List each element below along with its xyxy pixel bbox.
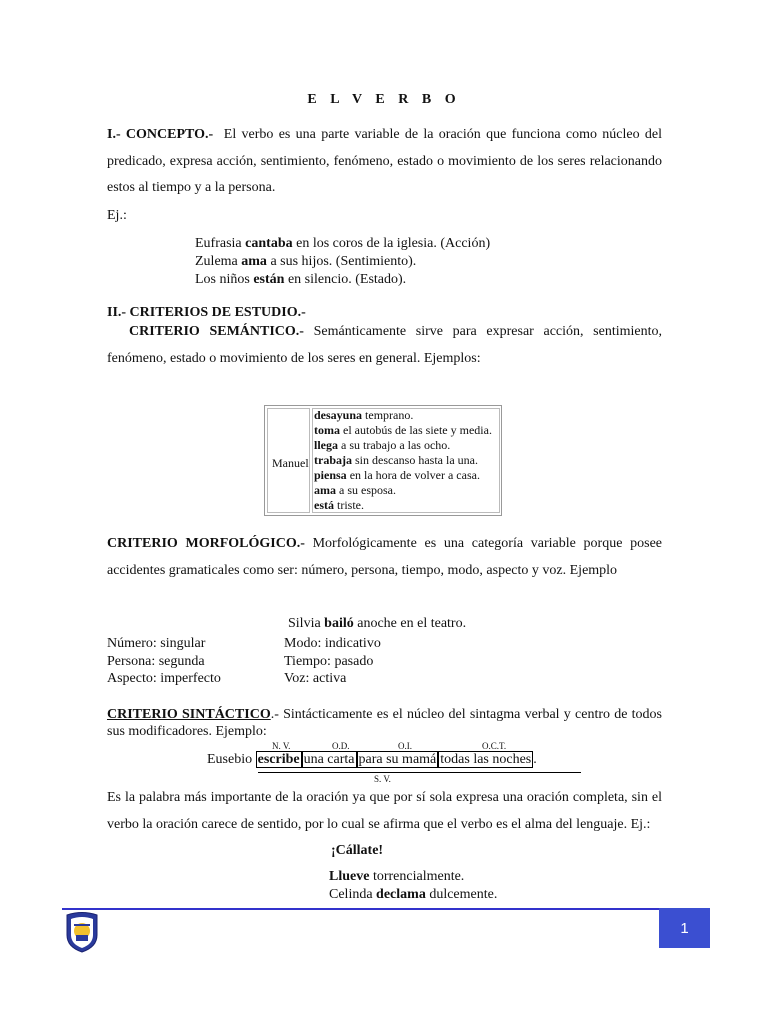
more-examples	[329, 868, 497, 903]
table-row: piensa en la hora de volver a casa.	[314, 468, 480, 482]
semantico-paragraph	[107, 319, 662, 372]
table-row: toma el autobús de las siete y media.	[314, 423, 492, 437]
objeto-directo: una carta	[303, 752, 355, 767]
footer-rule	[62, 908, 710, 910]
table-row: desayuna temprano.	[314, 408, 414, 422]
objeto-indirecto: para su mamá	[358, 752, 437, 767]
label-od: O.D.	[332, 741, 350, 751]
callate-example: ¡Cállate!	[331, 843, 384, 858]
morfologico-text: Morfológicamente es una categoría variable porque posee accidentes gramaticales como ser: número, persona, tiempo, modo, aspecto y voz. Ejemplo	[107, 536, 662, 578]
page-number-badge: 1	[659, 908, 710, 948]
morfologico-paragraph	[107, 531, 662, 584]
numero-value: Número: singular	[107, 636, 206, 651]
semantico-text: Semánticamente sirve para expresar acción, sentimiento, fenómeno, estado o movimiento de los seres en general. Ejemplos:	[107, 324, 662, 366]
modo-value: Modo: indicativo	[284, 636, 381, 651]
table-row: trabaja sin descanso hasta la una.	[314, 453, 478, 467]
ejemplo-line: Los niños están en silencio. (Estado).	[195, 272, 407, 287]
aspecto-value: Aspecto: imperfecto	[107, 671, 221, 686]
concepto-text: El verbo es una parte variable de la oración que funciona como núcleo del predicado, expresa acción, sentimiento, fenómeno, estado o movimiento de los seres relacionando estos al tiempo y a la persona.	[107, 127, 662, 195]
sintactico-paragraph	[107, 706, 662, 740]
table-subject: Manuel	[272, 456, 309, 470]
nucleo-verbal: escribe	[257, 752, 300, 767]
accidentes-left	[107, 635, 221, 688]
sintactico-text: .- Sintácticamente es el núcleo del sintagma verbal y centro de todos sus modificadores. Ejemplo:	[107, 707, 663, 739]
tiempo-value: Tiempo: pasado	[284, 653, 374, 669]
ejemplo-table	[264, 405, 502, 516]
sv-underline	[258, 772, 581, 773]
ejemplo-line: Eufrasia cantaba en los coros de la iglesia. (Acción)	[195, 236, 491, 251]
persona-value: Persona: segunda	[107, 653, 205, 669]
sintactico-heading: CRITERIO SINTÁCTICO	[107, 707, 271, 722]
table-row: ama a su esposa.	[314, 483, 396, 497]
accidentes-right	[284, 635, 381, 688]
ejemplo-line: Llueve torrencialmente.	[329, 869, 465, 884]
label-nv: N. V.	[272, 741, 291, 751]
concepto-heading: I.- CONCEPTO.-	[107, 127, 214, 142]
ejemplo-line: Celinda declama dulcemente.	[329, 886, 498, 902]
table-row: llega a su trabajo a las ocho.	[314, 438, 451, 452]
analysis-sentence: Eusebio escribe una carta para su mamá todas las noches .	[207, 752, 537, 767]
school-shield-icon	[64, 911, 100, 953]
table-row: está triste.	[314, 498, 364, 512]
sujeto: Eusebio	[207, 752, 253, 767]
complemento-tiempo: todas las noches	[440, 752, 532, 767]
ejemplos-list	[195, 235, 490, 289]
criterios-heading: II.- CRITERIOS DE ESTUDIO.-	[107, 305, 306, 320]
label-oi: O.I.	[398, 741, 412, 751]
ej-label: Ej.:	[107, 208, 127, 223]
label-sv: S. V.	[374, 774, 391, 784]
ejemplo-line: Zulema ama a sus hijos. (Sentimiento).	[195, 254, 417, 269]
morfologico-heading: CRITERIO MORFOLÓGICO.-	[107, 536, 305, 551]
concepto-paragraph	[107, 122, 662, 202]
label-oct: O.C.T.	[482, 741, 507, 751]
morfologico-example: Silvia bailó anoche en el teatro.	[288, 616, 467, 631]
sintactico-paragraph-2: Es la palabra más importante de la oración ya que por sí sola expresa una oración completa, sin el verbo la oración carece de sentido, por lo cual se afirma que el verbo es el alma del lenguaje. Ej.:	[107, 790, 662, 832]
semantico-heading: CRITERIO SEMÁNTICO.-	[129, 324, 304, 339]
table-subject-cell	[267, 408, 310, 513]
page-title: E L V E R B O	[307, 92, 461, 107]
voz-value: Voz: activa	[284, 671, 347, 686]
